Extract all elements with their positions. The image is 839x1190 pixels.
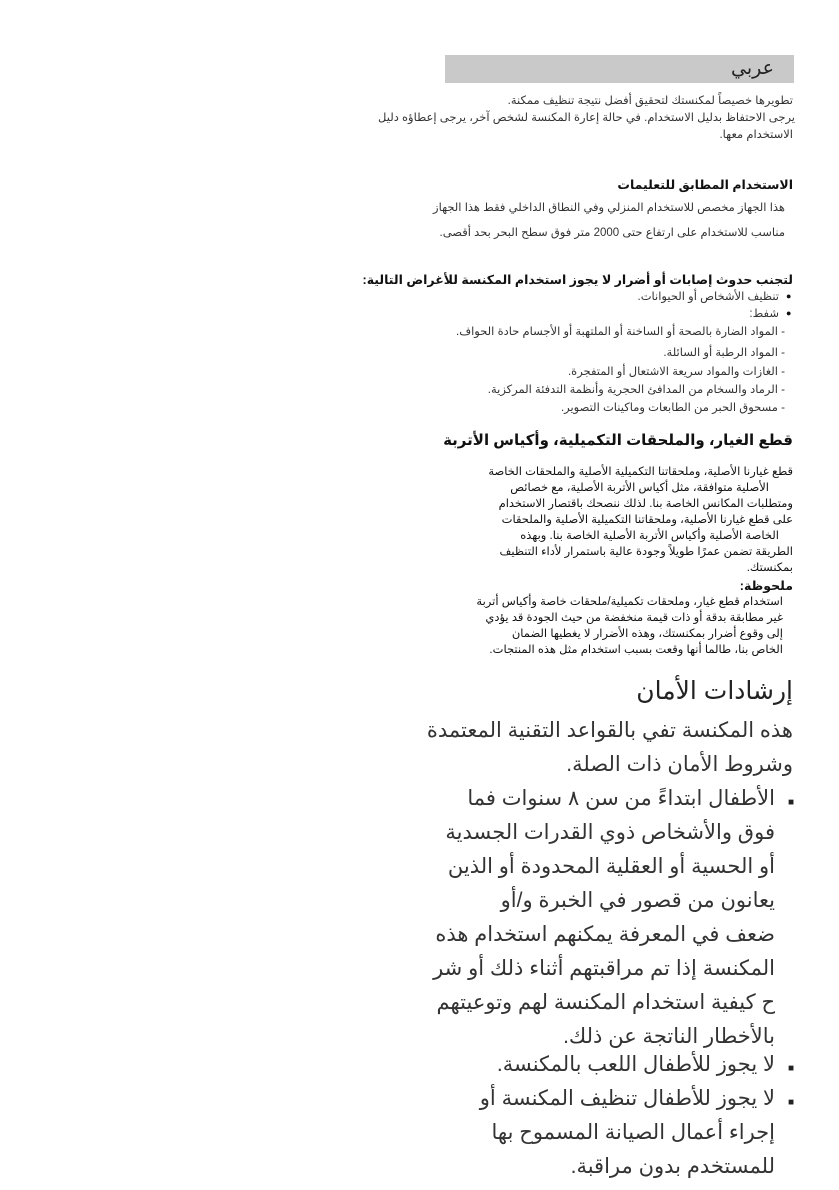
safety-intro-line: وشروط الأمان ذات الصلة. <box>566 753 793 776</box>
note-line: استخدام قطع غيار، وملحقات تكميلية/ملحقات خاصة وأكياس أتربة <box>476 596 783 608</box>
intro-line: الاستخدام معها. <box>719 129 793 141</box>
language-header-bar <box>445 55 794 83</box>
prohibited-bullet: تنظيف الأشخاص أو الحيوانات. <box>637 291 779 303</box>
intro-line: يرجى الاحتفاظ بدليل الاستخدام. في حالة إعارة المكنسة لشخص آخر، يرجى إعطاؤه دليل <box>378 112 795 124</box>
prohibited-item: - المواد الرطبة أو السائلة. <box>663 347 785 359</box>
square-bullet-icon: ■ <box>788 1063 795 1074</box>
prohibited-item: - الغازات والمواد سريعة الاشتعال أو المتفجرة. <box>567 366 785 378</box>
spare-parts-line: على قطع غيارنا الأصلية، وملحقاتنا التكميلية الأصلية والملحقات <box>501 514 793 526</box>
prohibited-item: - مسحوق الحبر من الطابعات وماكينات التصوير. <box>560 402 785 414</box>
intended-use-line: مناسب للاستخدام على ارتفاع حتى 2000 متر فوق سطح البحر بحد أقصى. <box>439 227 785 239</box>
safety-intro-line: هذه المكنسة تفي بالقواعد التقنية المعتمدة <box>426 719 793 742</box>
intended-use-heading: الاستخدام المطابق للتعليمات <box>617 178 793 192</box>
bullet-icon: ● <box>786 291 792 301</box>
intro-line: تطويرها خصيصاً لمكنستك لتحقيق أفضل نتيجة تنظيف ممكنة. <box>507 95 793 107</box>
safety-heading: إرشادات الأمان <box>636 677 793 705</box>
prohibited-heading: لتجنب حدوث إصابات أو أضرار لا يجوز استخدام المكنسة للأغراض التالية: <box>362 273 793 287</box>
intended-use-line: هذا الجهاز مخصص للاستخدام المنزلي وفي النطاق الداخلي فقط هذا الجهاز <box>433 202 785 214</box>
spare-parts-line: قطع غيارنا الأصلية، وملحقاتنا التكميلية الأصلية والملحقات الخاصة <box>488 466 793 478</box>
prohibited-item: - المواد الضارة بالصحة أو الساخنة أو الملتهبة أو الأجسام حادة الحواف. <box>456 326 785 338</box>
bullet-icon: ● <box>786 308 792 318</box>
safety-bullet-line: ضعف في المعرفة يمكنهم استخدام هذه <box>435 923 775 946</box>
spare-parts-line: الأصلية متوافقة، مثل أكياس الأتربة الأصلية، مع خصائص <box>510 482 769 494</box>
safety-bullet-line: إجراء أعمال الصيانة المسموح بها <box>491 1121 775 1144</box>
note-line: الخاص بنا، طالما أنها وقعت بسبب استخدام مثل هذه المنتجات. <box>489 644 783 656</box>
safety-bullet-line: أو الحسية أو العقلية المحدودة أو الذين <box>447 855 775 878</box>
square-bullet-icon: ■ <box>788 1097 795 1108</box>
note-line: غير مطابقة بدقة أو ذات قيمة منخفضة من حيث الجودة قد يؤدي <box>485 612 783 624</box>
safety-bullet-line: لا يجوز للأطفال تنظيف المكنسة أو <box>479 1087 775 1110</box>
note-heading: ملحوظة: <box>739 579 793 593</box>
spare-parts-line: ومتطلبات المكانس الخاصة بنا. لذلك ننصحك باقتصار الاستخدام <box>498 498 793 510</box>
prohibited-item: - الرماد والسخام من المدافئ الحجرية وأنظمة التدفئة المركزية. <box>487 384 785 396</box>
safety-bullet-line: للمستخدم بدون مراقبة. <box>570 1155 775 1178</box>
note-line: إلى وقوع أضرار بمكنستك، وهذه الأضرار لا يغطيها الضمان <box>511 628 783 640</box>
safety-bullet-line: فوق والأشخاص ذوي القدرات الجسدية <box>445 821 775 844</box>
language-label: عربي <box>731 58 774 79</box>
prohibited-bullet: شفط: <box>749 308 779 320</box>
spare-parts-line: الطريقة تضمن عمرًا طويلاً وجودة عالية باستمرار لأداء التنظيف <box>499 546 793 558</box>
safety-bullet-line: لا يجوز للأطفال اللعب بالمكنسة. <box>496 1053 775 1076</box>
spare-parts-line: بمكنستك. <box>746 562 793 574</box>
safety-bullet-line: المكنسة إذا تم مراقبتهم أثناء ذلك أو شر <box>433 957 775 980</box>
square-bullet-icon: ■ <box>788 797 795 808</box>
safety-bullet-line: بالأخطار الناتجة عن ذلك. <box>563 1025 775 1048</box>
safety-bullet-line: الأطفال ابتداءً من سن ٨ سنوات فما <box>467 787 775 810</box>
spare-parts-heading: قطع الغيار، والملحقات التكميلية، وأكياس الأتربة <box>443 432 793 449</box>
safety-bullet-line: يعانون من قصور في الخبرة و/أو <box>500 889 775 912</box>
safety-bullet-line: ح كيفية استخدام المكنسة لهم وتوعيتهم <box>436 991 775 1014</box>
spare-parts-line: الخاصة الأصلية وأكياس الأتربة الأصلية الخاصة بنا. وبهذه <box>520 530 779 542</box>
